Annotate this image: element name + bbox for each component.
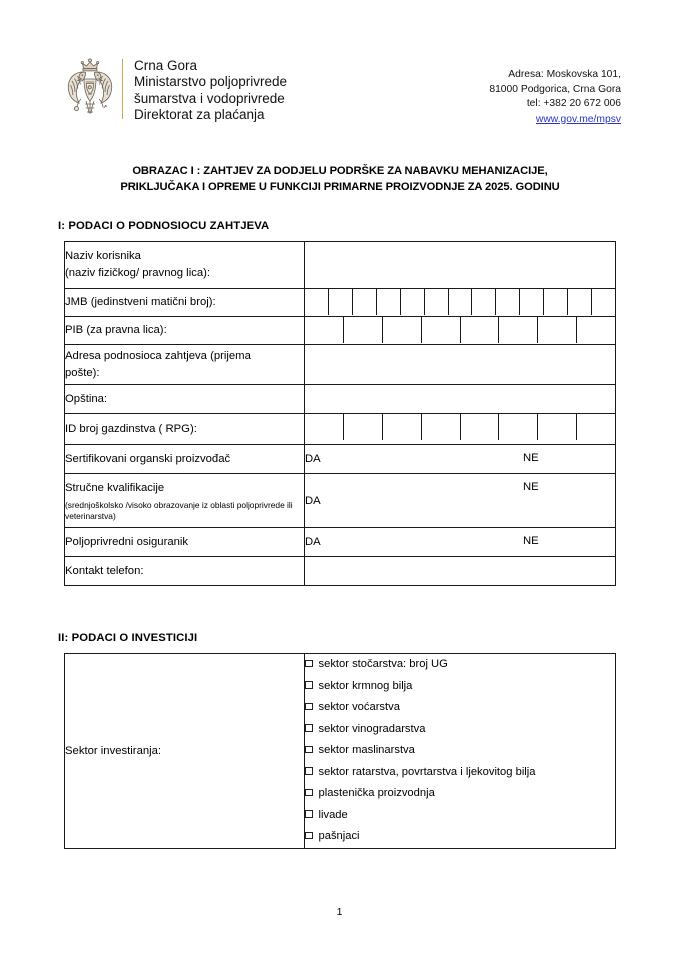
sector-option-5[interactable] [305, 740, 615, 762]
pib-digit-box-7[interactable] [538, 317, 577, 343]
jmb-digit-box-5[interactable] [401, 289, 425, 315]
pib-digit-box-4[interactable] [422, 317, 461, 343]
field-naziv-korisnika[interactable] [305, 242, 616, 289]
kvalifikacije-yes-option[interactable]: DA [305, 494, 321, 507]
contact-phone: tel: +382 20 672 006 [526, 98, 621, 109]
jmb-digit-box-10[interactable] [520, 289, 544, 315]
jmb-digit-box-7[interactable] [449, 289, 473, 315]
investment-data-table [64, 653, 616, 849]
rpg-digit-boxes[interactable] [305, 414, 615, 444]
sector-option-7[interactable] [305, 783, 615, 805]
checkbox-icon[interactable] [305, 746, 313, 754]
jmb-digit-box-1[interactable] [305, 289, 329, 315]
jmb-digit-boxes[interactable] [305, 289, 615, 316]
checkbox-icon[interactable] [305, 810, 313, 818]
checkbox-icon[interactable] [305, 703, 313, 711]
sector-option-9[interactable] [305, 826, 615, 848]
sector-option-label: pašnjaci [318, 830, 360, 842]
page-title [64, 163, 616, 195]
sector-option-3[interactable] [305, 697, 615, 719]
pib-digit-box-2[interactable] [344, 317, 383, 343]
ministry-line-1: Ministarstvo poljoprivrede [134, 74, 288, 89]
header-contact-block [489, 68, 621, 127]
contact-website-link[interactable]: www.gov.me/mpsv [535, 113, 621, 125]
organski-no-option[interactable]: NE [523, 452, 539, 464]
pib-digit-boxes[interactable] [305, 317, 615, 344]
contact-address-line-1: Adresa: Moskovska 101, [508, 69, 621, 80]
rpg-digit-box-7[interactable] [538, 414, 577, 440]
label-poljoprivredni-osiguranik: Poljoprivredni osiguranik [65, 528, 305, 557]
sector-option-8[interactable] [305, 805, 615, 827]
label-naziv-line-2: (naziv fizičkog/ pravnog lica): [65, 267, 211, 279]
label-rpg: ID broj gazdinstva ( RPG): [65, 414, 305, 445]
table-row-telefon [65, 557, 616, 586]
rpg-digit-box-4[interactable] [422, 414, 461, 440]
field-adresa[interactable] [305, 345, 616, 385]
field-rpg-boxes[interactable] [305, 414, 616, 445]
rpg-digit-box-2[interactable] [344, 414, 383, 440]
field-jmb-boxes[interactable] [305, 289, 616, 317]
sector-option-label: livade [318, 808, 348, 821]
label-strucne-kvalifikacije [65, 474, 305, 528]
pib-digit-box-3[interactable] [383, 317, 422, 343]
rpg-digit-box-1[interactable] [305, 414, 344, 440]
rpg-digit-box-6[interactable] [499, 414, 538, 440]
pib-digit-box-8[interactable] [577, 317, 615, 343]
jmb-digit-box-2[interactable] [329, 289, 353, 315]
field-osiguranik-yesno[interactable] [305, 528, 616, 557]
ministry-line-2: šumarstva i vodoprivrede [134, 90, 285, 106]
contact-address-line-2: 81000 Podgorica, Crna Gora [489, 83, 621, 95]
organski-yes-option[interactable]: DA [305, 453, 321, 465]
checkbox-icon[interactable] [305, 767, 313, 775]
country-name: Crna Gora [134, 58, 198, 73]
ministry-line-3: Direktorat za plaćanja [134, 107, 265, 122]
table-row-kvalifikacije [65, 474, 616, 528]
page-title-line-1: OBRAZAC I : ZAHTJEV ZA DODJELU PODRŠKE ZA NABAVKU MEHANIZACIJE, [132, 165, 548, 177]
table-row-rpg [65, 414, 616, 445]
label-naziv-line-1: Naziv korisnika [65, 250, 141, 262]
pib-digit-box-1[interactable] [305, 317, 344, 343]
header-gold-divider [122, 59, 123, 119]
label-jmb: JMB (jedinstveni matični broj): [65, 289, 305, 317]
label-naziv-korisnika [65, 242, 305, 289]
label-kvalifikacije-main: Stručne kvalifikacije [65, 481, 165, 494]
sector-option-label: sektor vinogradarstva [318, 722, 426, 735]
jmb-digit-box-3[interactable] [353, 289, 377, 315]
pib-digit-box-5[interactable] [461, 317, 500, 343]
rpg-digit-box-8[interactable] [577, 414, 615, 440]
field-kontakt-telefon[interactable] [305, 557, 616, 586]
sector-option-label: sektor stočarstva: broj UG [318, 658, 448, 670]
label-adresa [65, 345, 305, 385]
checkbox-icon[interactable] [305, 832, 313, 840]
table-row-sektor-investiranja [65, 654, 616, 849]
section-1-heading: I: PODACI O PODNOSIOCU ZAHTJEVA [58, 220, 270, 232]
field-pib-boxes[interactable] [305, 317, 616, 345]
field-kvalifikacije-yesno[interactable] [305, 474, 616, 528]
document-header [0, 55, 679, 145]
pib-digit-box-6[interactable] [499, 317, 538, 343]
table-row-opstina [65, 385, 616, 414]
label-pib: PIB (za pravna lica): [65, 317, 305, 345]
applicant-data-table [64, 241, 616, 586]
sector-option-label: sektor krmnog bilja [318, 679, 413, 692]
sector-options-list[interactable] [305, 654, 616, 849]
sector-option-2[interactable] [305, 676, 615, 698]
jmb-digit-box-9[interactable] [496, 289, 520, 315]
sector-option-label: sektor ratarstva, povrtarstva i ljekovitog bilja [318, 765, 536, 778]
kvalifikacije-no-option[interactable]: NE [523, 481, 539, 493]
table-row-jmb [65, 289, 616, 317]
section-2-heading: II: PODACI O INVESTICIJI [58, 632, 198, 644]
table-row-osiguranik [65, 528, 616, 557]
sector-option-4[interactable] [305, 719, 615, 741]
jmb-digit-box-8[interactable] [472, 289, 496, 315]
sector-option-label: plastenička proizvodnja [318, 787, 435, 799]
table-row-pib [65, 317, 616, 345]
label-organski-proizvodjac: Sertifikovani organski proizvođač [65, 445, 305, 474]
osiguranik-no-option[interactable]: NE [523, 535, 539, 547]
checkbox-icon[interactable] [305, 724, 313, 732]
osiguranik-yes-option[interactable]: DA [305, 536, 321, 548]
checkbox-icon[interactable] [305, 681, 313, 689]
sector-option-1[interactable] [305, 654, 615, 676]
page-title-line-2: PRIKLJUČAKA I OPREME U FUNKCIJI PRIMARNE PROIZVODNJE ZA 2025. GODINU [120, 181, 560, 193]
montenegro-coat-of-arms-icon [64, 57, 116, 123]
jmb-digit-box-12[interactable] [568, 289, 592, 315]
sector-option-label: sektor maslinarstva [318, 744, 415, 756]
jmb-digit-box-6[interactable] [425, 289, 449, 315]
label-sektor-investiranja: Sektor investiranja: [65, 654, 305, 849]
jmb-digit-box-11[interactable] [544, 289, 568, 315]
label-kontakt-telefon: Kontakt telefon: [65, 557, 305, 586]
field-organski-yesno[interactable] [305, 445, 616, 474]
rpg-digit-box-5[interactable] [461, 414, 500, 440]
jmb-digit-box-4[interactable] [377, 289, 401, 315]
label-kvalifikacije-sub: (srednjoškolsko /visoko obrazovanje iz oblasti poljoprivrede ili veterinarstva) [65, 499, 293, 521]
table-row-organski [65, 445, 616, 474]
checkbox-icon[interactable] [305, 789, 313, 797]
label-opstina: Opština: [65, 385, 305, 414]
label-adresa-line-1: Adresa podnosioca zahtjeva (prijema [65, 349, 251, 362]
sector-option-label: sektor voćarstva [318, 701, 400, 713]
table-row-adresa [65, 345, 616, 385]
jmb-digit-box-13[interactable] [592, 289, 615, 315]
header-org-text [134, 55, 287, 124]
label-adresa-line-2: pošte): [65, 366, 100, 379]
field-opstina[interactable] [305, 385, 616, 414]
rpg-digit-box-3[interactable] [383, 414, 422, 440]
page-number: 1 [336, 906, 343, 918]
header-branding [64, 55, 287, 124]
table-row-naziv [65, 242, 616, 289]
checkbox-icon[interactable] [305, 660, 313, 668]
sector-option-6[interactable] [305, 762, 615, 784]
